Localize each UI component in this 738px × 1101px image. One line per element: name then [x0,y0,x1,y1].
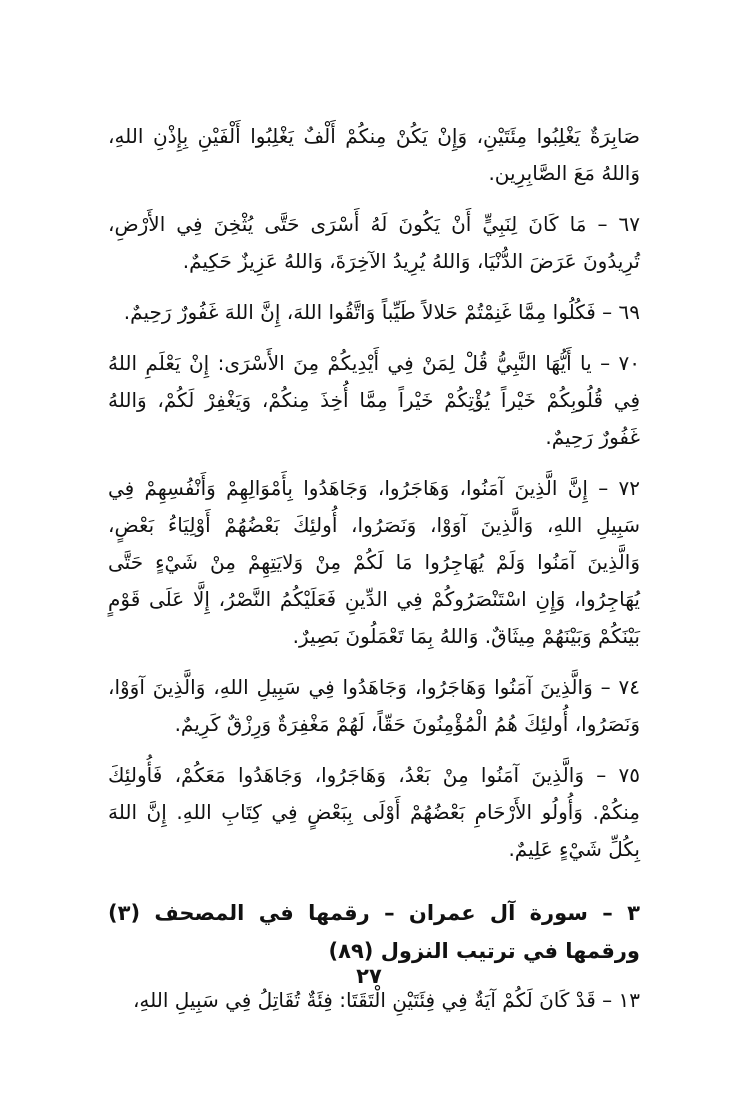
verse-70: ٧٠ – يا أَيُّهَا النَّبِيُّ قُلْ لِمَنْ فِي أَيْدِيكُمْ مِنَ الأَسْرَى: إِنْ يَعْلَمِ اللهُ فِي قُلُوبِكُمْ خَيْراً يُؤْتِكُمْ خَيْراً مِمَّا أُخِذَ مِنكُمْ، وَيَغْفِرْ لَكُمْ، وَاللهُ غَفُورٌ رَحِيمٌ. [108,351,640,449]
page-number: ٢٧ [356,964,382,988]
surah-heading: ٣ – سورة آل عمران – رقمها في المصحف (٣) ورقمها في ترتيب النزول (٨٩) [108,901,640,963]
verse-75: ٧٥ – وَالَّذِينَ آمَنُوا مِنْ بَعْدُ، وَهَاجَرُوا، وَجَاهَدُوا مَعَكُمْ، فَأُولئِكَ مِنكُمْ. وَأُولُو الأَرْحَامِ بَعْضُهُمْ أَوْلَى بِبَعْضٍ فِي كِتَابِ اللهِ. إِنَّ اللهَ بِكُلِّ شَيْءٍ عَلِيمٌ. [108,763,640,861]
verse-continuation: صَابِرَةٌ يَغْلِبُوا مِئَتَيْنِ، وَإِنْ يَكُنْ مِنكُمْ أَلْفٌ يَغْلِبُوا أَلْفَيْنِ بِإِذْنِ اللهِ، وَاللهُ مَعَ الصَّابِرِين. [108,124,640,185]
verse-13: ١٣ – قَدْ كَانَ لَكُمْ آيَةٌ فِي فِئَتَيْنِ الْتَقَتَا: فِئَةٌ تُقَاتِلُ فِي سَبِيلِ اللهِ، [132,988,640,1012]
page-text [108,118,640,1033]
verse-69: ٦٩ – فَكُلُوا مِمَّا غَنِمْتُمْ حَلالاً طَيِّباً وَاتَّقُوا اللهَ، إِنَّ اللهَ غَفُورٌ رَحِيمٌ. [123,300,640,324]
verse-74: ٧٤ – وَالَّذِينَ آمَنُوا وَهَاجَرُوا، وَجَاهَدُوا فِي سَبِيلِ اللهِ، وَالَّذِينَ آوَوْا، وَنَصَرُوا، أُولئِكَ هُمُ الْمُؤْمِنُونَ حَقّاً، لَهُمْ مَغْفِرَةٌ وَرِزْقٌ كَرِيمٌ. [108,675,640,736]
verse-72: ٧٢ – إِنَّ الَّذِينَ آمَنُوا، وَهَاجَرُوا، وَجَاهَدُوا بِأَمْوَالِهِمْ وَأَنْفُسِهِمْ فِي سَبِيلِ اللهِ، وَالَّذِينَ آوَوْا، وَنَصَرُوا، أُولئِكَ بَعْضُهُمْ أَوْلِيَاءُ بَعْضٍ، وَالَّذِينَ آمَنُوا وَلَمْ يُهَاجِرُوا مَا لَكُمْ مِنْ وَلايَتِهِمْ مِنْ شَيْءٍ حَتَّى يُهَاجِرُوا، وَإِنِ اسْتَنْصَرُوكُمْ فِي الدِّينِ فَعَلَيْكُمُ النَّصْرُ، إِلَّا عَلَى قَوْمٍ بَيْنَكُمْ وَبَيْنَهُمْ مِيثَاقٌ. وَاللهُ بِمَا تَعْمَلُونَ بَصِيرٌ. [108,476,640,648]
verse-67: ٦٧ – مَا كَانَ لِنَبِيٍّ أَنْ يَكُونَ لَهُ أَسْرَى حَتَّى يُثْخِنَ فِي الأَرْضِ، تُرِيدُونَ عَرَضَ الدُّنْيَا، وَاللهُ يُرِيدُ الآخِرَةَ، وَاللهُ عَزِيزٌ حَكِيمٌ. [108,212,640,273]
